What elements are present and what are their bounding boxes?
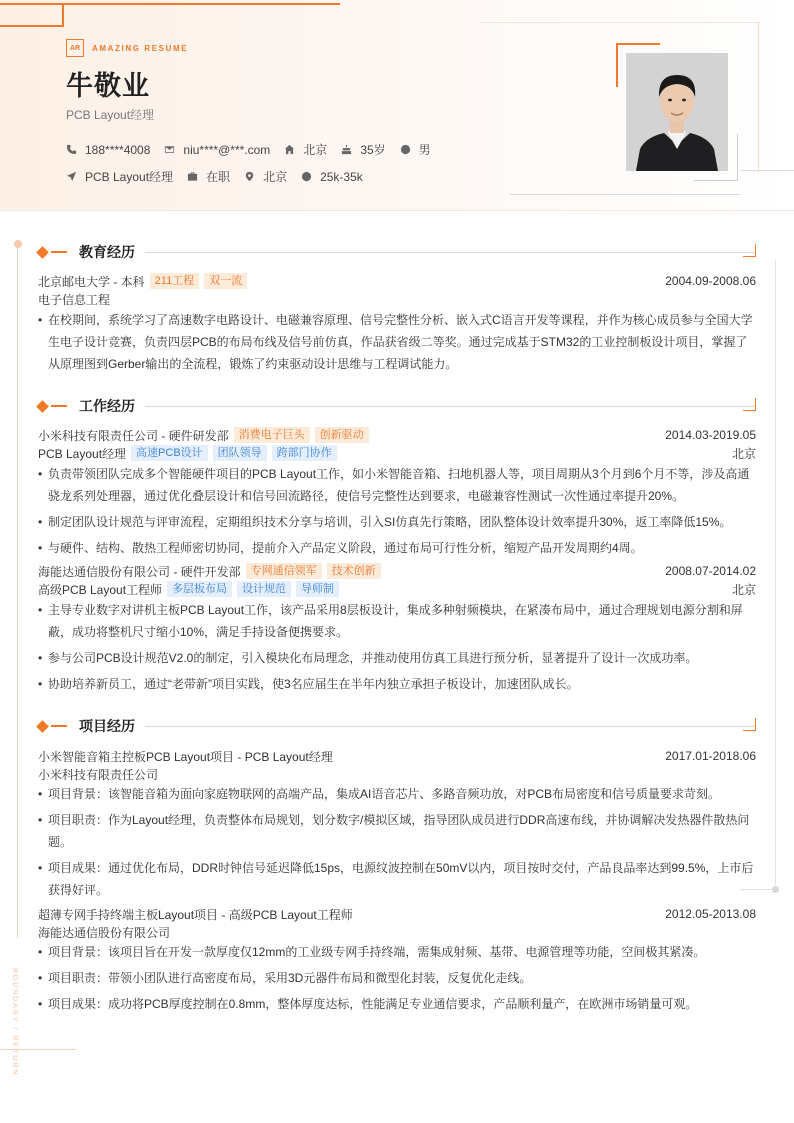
project-period: 2017.01-2018.06 [665,749,756,763]
decor-line [17,248,18,938]
age [341,141,385,158]
list-item: • 项目职责：带领小团队进行高密度布局，采用3D元器件布局和微型化封装，反复优化走线。 [38,967,758,989]
home-icon [284,144,295,155]
list-item: • 负责带领团队完成多个智能硬件项目的PCB Layout工作，如小米智能音箱、扫地机器人等，项目周期从3个月到6个月不等，涉及高通骁龙系列处理器，通过优化叠层设计和信号回流路径，使信号完整性达到要求，电磁兼容性测试一次性通过率提升20%。 [38,463,758,507]
company-tag: 消费电子巨头 [234,427,310,443]
project-company-row [38,923,756,941]
contact-row [66,141,445,158]
company-tag: 专网通信领军 [246,563,322,579]
job-city: 北京 [731,582,756,597]
expected-salary [301,170,363,184]
target-city [244,168,287,185]
project-company-row [38,765,756,783]
list-item: • 与硬件、结构、散热工程师密切协同，提前介入产品定义阶段，通过布局可行性分析，缩短产品开发周期约4周。 [38,537,758,559]
title-corner [743,718,756,731]
list-item: • 制定团队设计规范与评审流程，定期组织技术分享与培训，引入SI仿真先行策略，团队整体设计效率提升30%，返工率降低15%。 [38,511,758,533]
decor-corner [0,3,64,27]
company-tag: 创新驱动 [315,427,369,443]
brand-text: AMAZING RESUME [92,43,189,53]
list-item: • 项目背景：该项目旨在开发一款厚度仅12mm的工业级专网手持终端，需集成射频、基带、电源管理等功能，空间极其紧凑。 [38,941,758,963]
expected-salary-text: 25k-35k [320,169,363,184]
major: 电子信息工程 [38,292,111,307]
job-city: 北京 [731,446,756,461]
residence-text: 北京 [303,143,328,157]
company-name: 海能达通信股份有限公司 - 硬件开发部 [38,564,241,579]
list-item: • 项目成果：成功将PCB厚度控制在0.8mm，整体厚度达标，性能满足专业通信要求，产品顺利量产，在欧洲市场销量可观。 [38,993,758,1015]
position-tag: 多层板布局 [167,581,232,597]
side-decor-text: BOUNDARY / RETURN [11,968,18,1077]
residence [284,141,327,158]
decor-line [694,180,738,181]
project-name: 超薄专网手持终端主板Layout项目 - 高级PCB Layout工程师 [38,907,353,922]
candidate-name: 牛敬业 [66,71,150,101]
mail-icon [164,144,175,155]
diamond-icon [36,720,49,733]
title-dash [51,405,67,407]
send-icon [66,171,77,182]
project-name-row [38,747,756,765]
job-period: 2008.07-2014.02 [665,564,756,578]
job-position-row [38,580,756,598]
project-company: 海能达通信股份有限公司 [38,925,171,940]
section-heading: 项目经历 [79,718,135,734]
section-heading: 工作经历 [79,398,135,414]
diamond-icon [36,246,49,259]
list-item: • 协助培养新员工，通过“老带新”项目实践，使3名应届生在半年内独立承担子板设计，加速团队成长。 [38,673,758,695]
decor-line [740,170,794,171]
email-text: niu****@***.com [183,142,271,157]
school-name: 北京邮电大学 - 本科 [38,274,145,289]
briefcase-icon [187,171,198,182]
work-section-title [36,396,756,416]
job-position-row [38,444,756,462]
job-status-text: 在职 [206,170,231,184]
job-title: PCB Layout经理 [66,108,155,122]
list-item: • 项目背景：该智能音箱为面向家庭物联网的高端产品，集成AI语音芯片、多路音频功放，对PCB布局密度和信号质量要求苛刻。 [38,783,758,805]
brand [66,39,188,57]
target-position [66,168,173,185]
title-rule [145,726,756,727]
decor-line [758,22,759,172]
gender [400,141,431,158]
gender-icon [400,144,411,155]
project-period: 2012.05-2013.08 [665,907,756,921]
school-tag: 211工程 [150,273,200,289]
education-section-title [36,242,756,262]
decor-line [737,134,738,181]
resume-header [0,0,794,211]
phone-text: 188****4008 [85,142,151,157]
title-corner [743,398,756,411]
email [164,143,270,157]
title-corner [743,244,756,257]
position-tag: 设计规范 [237,581,291,597]
position-tag: 跨部门协作 [272,445,337,461]
brand-logo: AR [66,39,84,57]
position-name: 高级PCB Layout工程师 [38,582,163,597]
position-name: PCB Layout经理 [38,446,127,461]
job-bullets [38,463,758,563]
job-company-row [38,562,756,580]
phone-icon [66,144,77,155]
money-icon [301,171,312,182]
decor-line [775,260,776,885]
target-position-text: PCB Layout经理 [85,170,174,184]
project-bullets [38,783,758,905]
project-bullets [38,941,758,1019]
list-item: • 项目职责：作为Layout经理，负责整体布局规划，划分数字/模拟区域，指导团队成员进行DDR高速布线，并协调解决发热器件散热问题。 [38,809,758,853]
education-school-row [38,272,756,290]
list-item: • 参与公司PCB设计规范V2.0的制定，引入模块化布局理念，并推动使用仿真工具进行预分析，显著提升了设计一次成功率。 [38,647,758,669]
position-tag: 团队领导 [213,445,267,461]
profile-photo [626,53,728,171]
position-tag: 导师制 [296,581,339,597]
location-pin-icon [244,171,255,182]
decor-dot [14,240,22,248]
decor-line [510,194,740,195]
target-city-text: 北京 [263,170,288,184]
education-bullets [38,309,758,379]
company-name: 小米科技有限责任公司 - 硬件研发部 [38,428,229,443]
education-major-row [38,290,756,308]
contact-row [66,168,377,185]
job-status [187,168,230,185]
project-name: 小米智能音箱主控板PCB Layout项目 - PCB Layout经理 [38,749,333,764]
title-dash [51,251,67,253]
list-item: • 项目成果：通过优化布局，DDR时钟信号延迟降低15ps，电源纹波控制在50mV以内，项目按时交付，产品良品率达到99.5%，上市后获得好评。 [38,857,758,901]
title-rule [145,252,756,253]
title-dash [51,725,67,727]
job-period: 2014.03-2019.05 [665,428,756,442]
project-name-row [38,905,756,923]
title-rule [145,406,756,407]
list-item: • 主导专业数字对讲机主板PCB Layout工作，该产品采用8层板设计，集成多种射频模块，在紧凑布局中，通过合理规划电源分割和屏蔽，成功将整机尺寸缩小10%，满足手持设备便携要求。 [38,599,758,643]
company-tag: 技术创新 [327,563,381,579]
list-item: • 在校期间，系统学习了高速数字电路设计、电磁兼容原理、信号完整性分析、嵌入式C语言开发等课程，并作为核心成员参与全国大学生电子设计竞赛，负责四层PCB的布局布线及信号前仿真，作品获省级二等奖。通过完成基于STM32的工业控制板设计项目，掌握了从原理图到Gerber输出的全流程，锻炼了约束驱动设计思维与工程调试能力。 [38,309,758,375]
gender-text: 男 [418,143,431,157]
age-text: 35岁 [360,143,386,157]
phone [66,143,150,157]
decor-line [480,22,760,23]
section-heading: 教育经历 [79,244,135,260]
diamond-icon [36,400,49,413]
projects-section-title [36,716,756,736]
cake-icon [341,144,352,155]
job-company-row [38,426,756,444]
job-bullets [38,599,758,699]
project-company: 小米科技有限责任公司 [38,767,159,782]
school-tag: 双一流 [204,273,247,289]
position-tag: 高速PCB设计 [131,445,208,461]
education-period: 2004.09-2008.06 [665,274,756,288]
